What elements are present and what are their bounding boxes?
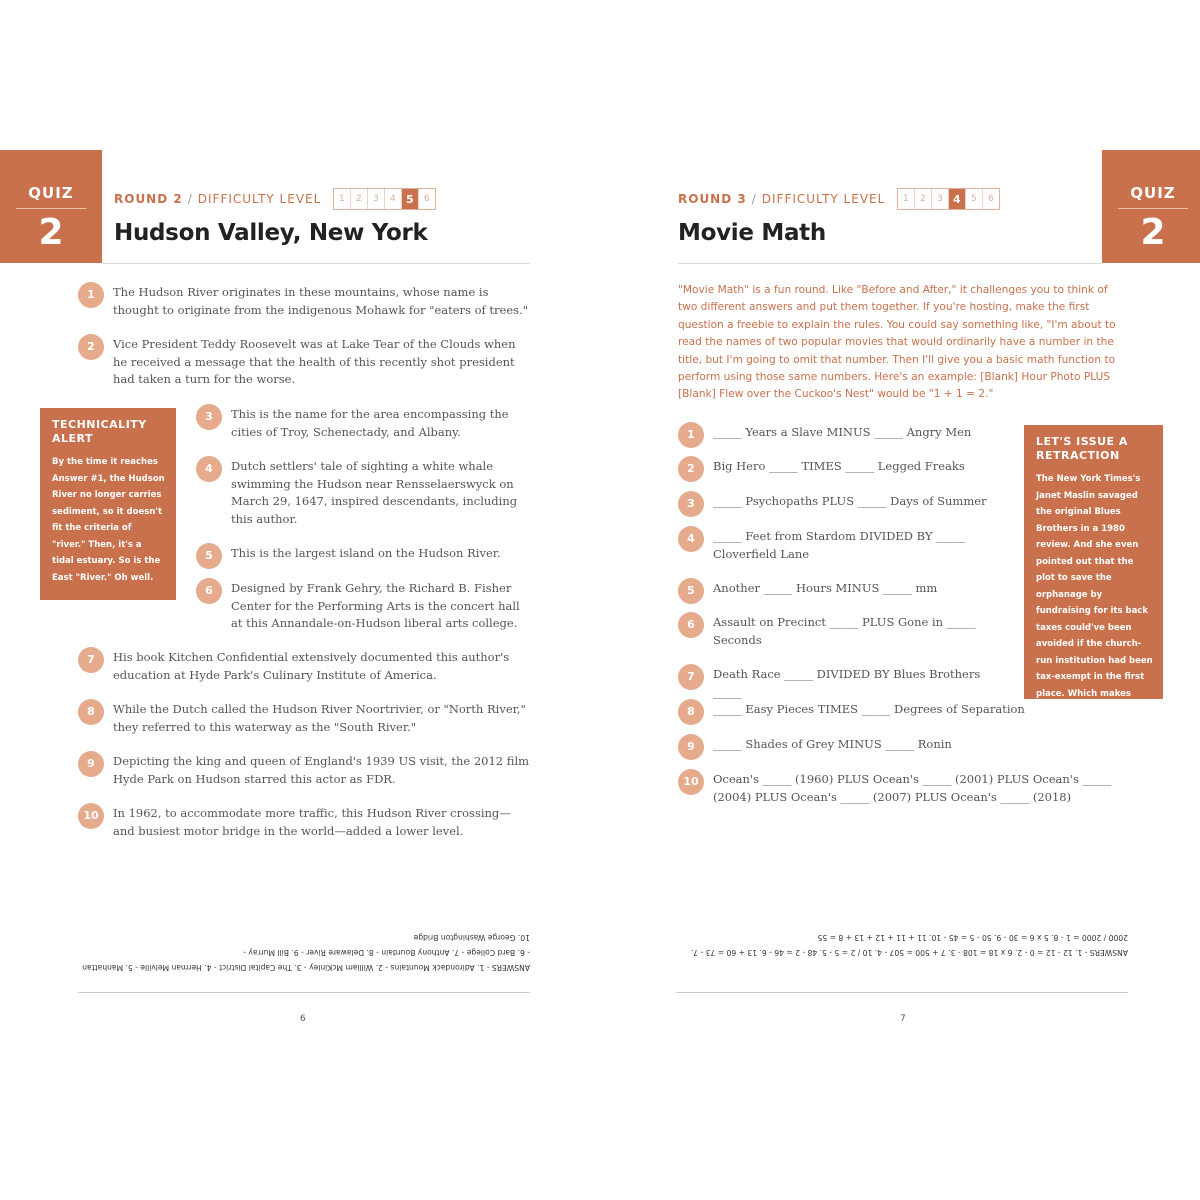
question-number: 6 (196, 578, 222, 604)
question-text: Vice President Teddy Roosevelt was at Lake Tear of the Clouds when he received a message that the health of this recently shot president had taken a turn for the worse. (113, 337, 516, 386)
page-number: 6 (300, 1014, 306, 1024)
callout-body: By the time it reaches Answer #1, the Hudson River no longer carries sediment, so it doesn't fit the criteria of "river." Then, it's a tidal estuary. So is the East "River." Oh well. (52, 457, 165, 583)
difficulty-box: 5 (966, 189, 983, 209)
quiz-label: QUIZ (28, 184, 74, 202)
round-label: ROUND 3 (678, 192, 747, 206)
question-item (678, 701, 1128, 725)
question-text: Designed by Frank Gehry, the Richard B. Fisher Center for the Performing Arts is the concert hall at this Annandale-on-Hudson liberal arts college. (231, 581, 520, 630)
question-text: _____ Easy Pieces TIMES _____ Degrees of Separation (713, 702, 1025, 716)
answer-key-upside-down (78, 930, 530, 975)
question-item (78, 701, 530, 736)
difficulty-box: 1 (334, 189, 351, 209)
question-item (678, 424, 1008, 448)
callout-body: The New York Times's Janet Maslin savaged the original Blues Brothers in a 1980 review. And she even pointed out that the plot to save the orphanage by fundraising for its back taxes could've been avoided if the church-run institution had been tax-exempt in the first place. Which makes sense. (1036, 474, 1153, 715)
question-number: 10 (78, 803, 104, 829)
difficulty-box: 2 (351, 189, 368, 209)
question-item (678, 771, 1128, 806)
question-number: 8 (78, 699, 104, 725)
quiz-tab-rule (16, 208, 86, 209)
question-text: _____ Shades of Grey MINUS _____ Ronin (713, 737, 952, 751)
right-page (600, 0, 1200, 1200)
question-number: 2 (678, 456, 704, 482)
question-item (196, 545, 530, 569)
question-item (196, 458, 530, 528)
difficulty-label: DIFFICULTY LEVEL (761, 192, 886, 206)
difficulty-box: 2 (915, 189, 932, 209)
question-item (196, 406, 530, 441)
difficulty-scale (333, 188, 436, 210)
question-number: 2 (78, 334, 104, 360)
question-text: _____ Feet from Stardom DIVIDED BY _____ Cloverfield Lane (713, 529, 965, 561)
question-text: _____ Psychopaths PLUS _____ Days of Summer (713, 494, 987, 508)
callout-title: LET'S ISSUE A RETRACTION (1036, 435, 1128, 462)
answer-key-line: ANSWERS - 1. 12 - 12 = 0 - 2. 6 x 18 = 108 - 3. 7 + 500 = 507 - 4. 10 / 2 = 5 - 5. 48 - 2 = 46 - 6. 13 + 60 = 73 - 7. 2000 / 2000 = 1 - 8. 5 x 6 = 30 - 9. 50 - 5 = 45 - 10. 11 + 11 + 12 + 13 + 8 = 55 (690, 933, 1128, 957)
page-title: Movie Math (678, 220, 826, 246)
difficulty-box: 3 (932, 189, 949, 209)
difficulty-label: DIFFICULTY LEVEL (197, 192, 322, 206)
question-number: 1 (678, 422, 704, 448)
question-text: This is the name for the area encompassing the cities of Troy, Schenectady, and Albany. (231, 407, 509, 439)
question-item (678, 666, 1008, 701)
question-number: 1 (78, 282, 104, 308)
round-header (678, 188, 1000, 210)
question-number: 5 (196, 543, 222, 569)
title-divider (678, 263, 1102, 264)
question-item (678, 736, 1128, 760)
answer-key-line: ANSWERS - 1. Adirondack Mountains - 2. William McKinley - 3. The Capital District - 4. Herman Melville - 5. Manhattan - 6. Bard College - 7. Anthony Bourdain - 8. Delaware River - 9. Bill Murray - (82, 948, 530, 972)
quiz-number: 2 (38, 212, 64, 253)
question-item (78, 753, 530, 788)
quiz-tab-rule (1118, 208, 1188, 209)
quiz-number: 2 (1140, 212, 1166, 253)
question-number: 9 (678, 734, 704, 760)
question-item (78, 805, 530, 840)
question-item (78, 649, 530, 684)
slash-divider: / (187, 192, 193, 206)
page-number: 7 (900, 1014, 906, 1024)
question-item (678, 614, 1008, 649)
question-text: His book Kitchen Confidential extensively documented this author's education at Hyde Park's Culinary Institute of America. (113, 650, 510, 682)
question-number: 3 (196, 404, 222, 430)
slash-divider: / (751, 192, 757, 206)
question-text: This is the largest island on the Hudson River. (231, 546, 501, 560)
question-item (678, 493, 1008, 517)
question-number: 6 (678, 612, 704, 638)
question-text: Death Race _____ DIVIDED BY Blues Brothers _____ (713, 667, 981, 699)
round-label: ROUND 2 (114, 192, 183, 206)
question-item (678, 528, 1008, 563)
question-item (78, 336, 530, 389)
question-item (678, 580, 1008, 604)
question-number: 3 (678, 491, 704, 517)
question-item (678, 458, 1008, 482)
question-text: While the Dutch called the Hudson River Noortrivier, or "North River," they referred to this waterway as the "South River." (113, 702, 526, 734)
question-number: 7 (78, 647, 104, 673)
question-number: 9 (78, 751, 104, 777)
round-intro: "Movie Math" is a fun round. Like "Before and After," it challenges you to think of two different answers and put them together. If you're hosting, make the first question a freebie to explain the rules. You could say something like, "I'm about to read the names of two popular movies that would ordinarily have a number in the title, but I'm going to omit that number. Then I'll give you a basic math function to perform using those same numbers. Here's an example: [Blank] Hour Photo PLUS [Blank] Flew over the Cuckoo's Nest" would be "1 + 1 = 2." (678, 284, 1116, 401)
difficulty-box: 6 (423, 194, 431, 204)
question-text: Dutch settlers' tale of sighting a white whale swimming the Hudson near Rensselaerswyck on March 29, 1647, inspired descendants, including this author. (231, 459, 518, 526)
quiz-tab (0, 150, 102, 263)
answer-key-line: 10. George Washington Bridge (413, 933, 530, 942)
question-text: In 1962, to accommodate more traffic, this Hudson River crossing—and busiest motor bridge in the world—added a lower level. (113, 806, 511, 838)
question-text: Ocean's _____ (1960) PLUS Ocean's _____ (2001) PLUS Ocean's _____ (2004) PLUS Ocean's _____ (2007) PLUS Ocean's _____ (2018) (713, 772, 1112, 804)
title-divider (102, 263, 530, 264)
question-item (196, 580, 530, 633)
question-number: 7 (678, 664, 704, 690)
question-number: 10 (678, 769, 704, 795)
difficulty-box: 1 (898, 189, 915, 209)
callout-title: TECHNICALITY ALERT (52, 418, 147, 445)
question-number: 8 (678, 699, 704, 725)
quiz-tab (1102, 150, 1200, 263)
question-text: Another _____ Hours MINUS _____ mm (713, 581, 938, 595)
difficulty-box-selected: 4 (949, 189, 966, 209)
difficulty-box-selected: 5 (402, 189, 419, 209)
question-number: 4 (678, 526, 704, 552)
question-text: The Hudson River originates in these mountains, whose name is thought to originate from the indigenous Mohawk for "eaters of trees." (113, 285, 529, 317)
question-item (78, 284, 530, 319)
footer-divider (676, 992, 1128, 993)
difficulty-box: 4 (385, 189, 402, 209)
question-text: Depicting the king and queen of England's 1939 US visit, the 2012 film Hyde Park on Hudson starred this actor as FDR. (113, 754, 530, 786)
round-header (114, 188, 436, 210)
quiz-label: QUIZ (1130, 184, 1176, 202)
question-text: Big Hero _____ TIMES _____ Legged Freaks (713, 459, 965, 473)
question-text: Assault on Precinct _____ PLUS Gone in _____ Seconds (713, 615, 976, 647)
footer-divider (78, 992, 530, 993)
answer-key-upside-down (676, 930, 1128, 960)
page-title: Hudson Valley, New York (114, 220, 428, 246)
difficulty-box: 6 (987, 194, 995, 204)
retraction-callout (1024, 425, 1163, 715)
question-number: 4 (196, 456, 222, 482)
technicality-alert-callout (40, 408, 176, 600)
difficulty-scale (897, 188, 1000, 210)
question-number: 5 (678, 578, 704, 604)
question-text: _____ Years a Slave MINUS _____ Angry Men (713, 425, 972, 439)
difficulty-box: 3 (368, 189, 385, 209)
